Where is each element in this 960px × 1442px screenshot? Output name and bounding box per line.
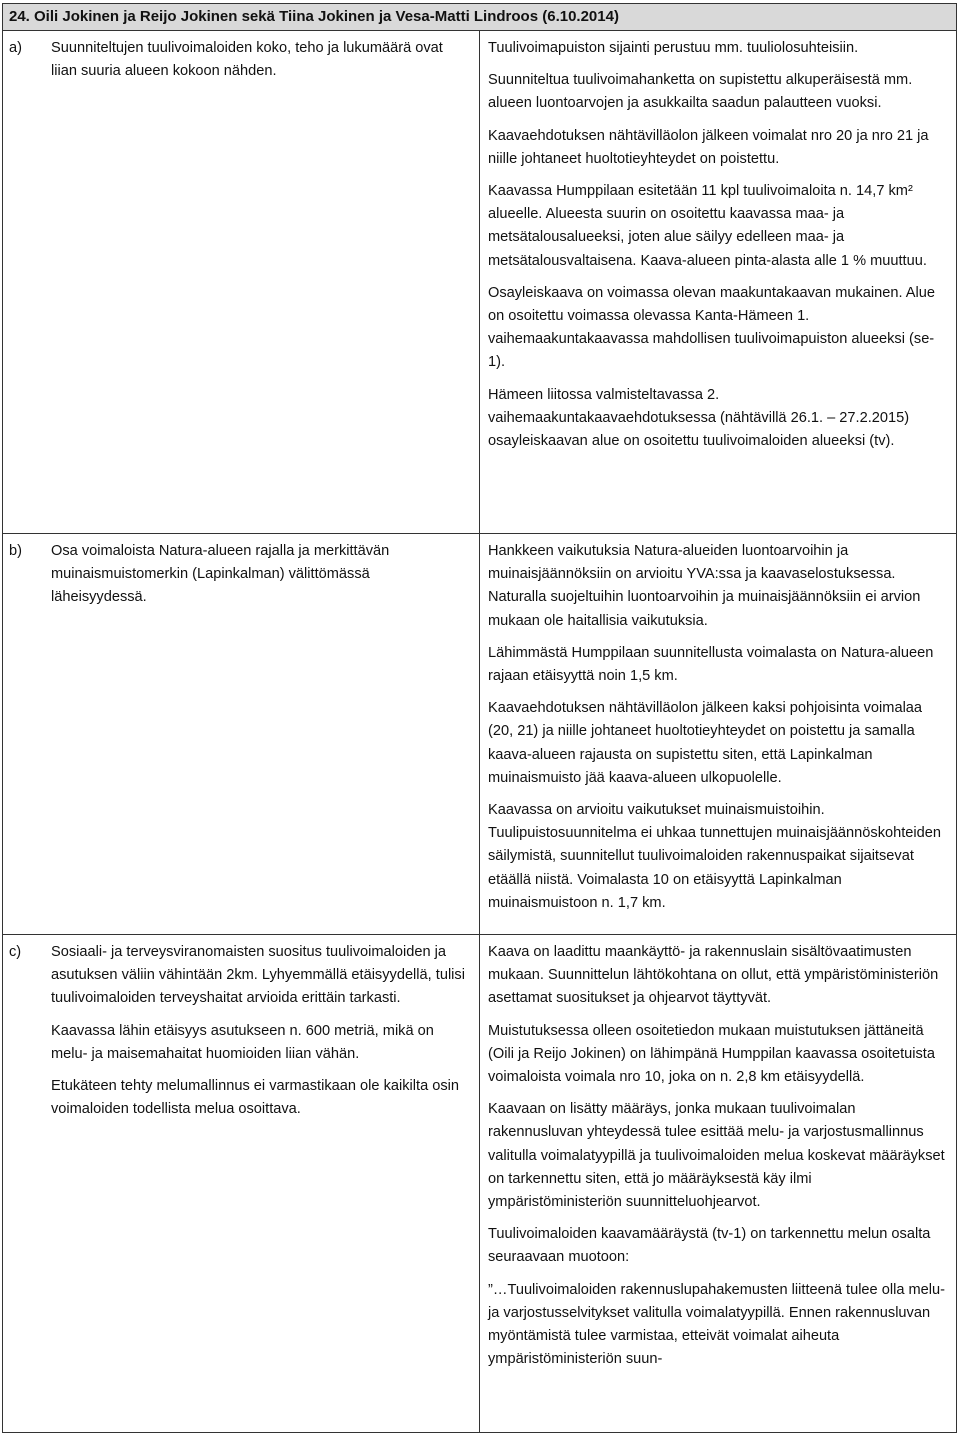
objection-text: Etukäteen tehty melumallinnus ei varmastikaan ole kaikilta osin voimaloiden todellista melua osoittava. bbox=[51, 1078, 460, 1118]
objection-cell bbox=[3, 534, 480, 935]
table-row bbox=[3, 31, 957, 534]
response-paragraph: Lähimmästä Humppilaan suunnitellusta voimalasta on Natura-alueen rajaan etäisyyttä noin 1,5 km. bbox=[488, 644, 934, 685]
objection-text: Osa voimaloista Natura-alueen rajalla ja merkittävän muinaismuistomerkin (Lapinkalman) välittömässä läheisyydessä. bbox=[51, 543, 390, 606]
response-paragraph: Hämeen liitossa valmisteltavassa 2. vaihemaakuntakaavaehdotuksessa (nähtävillä 26.1. – 27.2.2015) osayleiskaavan alue on osoitettu tuulivoimaloiden alueeksi (tv). bbox=[488, 386, 910, 450]
response-paragraph: Kaavassa Humppilaan esitetään 11 kpl tuulivoimaloita n. 14,7 km² alueelle. Alueesta suurin on osoitettu kaavassa maa- ja metsätalousalueeksi, joten alue säilyy edelleen maa- ja metsätalousvaltaisena. Kaava-alueen pinta-alasta alle 1 % muuttuu. bbox=[488, 183, 927, 269]
response-paragraph: Kaavaehdotuksen nähtävilläolon jälkeen voimalat nro 20 ja nro 21 ja niille johtaneet huoltotieyhteydet on poistettu. bbox=[488, 127, 929, 167]
response-cell bbox=[480, 534, 957, 935]
table-row bbox=[3, 935, 957, 1433]
item-label: b) bbox=[9, 543, 22, 559]
response-table bbox=[2, 3, 957, 1433]
response-paragraph: Hankkeen vaikutuksia Natura-alueiden luontoarvoihin ja muinaisjäännöksiin on arvioitu YVA:ssa ja kaavaselostuksessa. Naturalla suojeltuihin luontoarvoihin ja muinaisjäännöksiin ei arvion mukaan ole haitallisia vaikutuksia. bbox=[488, 543, 921, 629]
response-paragraph: Muistutuksessa olleen osoitetiedon mukaan muistutuksen jättäneitä (Oili ja Reijo Jokinen) on lähimpänä Humppilan kaavassa osoitetuista voimaloista voimala nro 10, joka on n. 2,8 km etäisyydellä. bbox=[488, 1022, 935, 1086]
response-paragraph: Tuulivoimaloiden kaavamääräystä (tv-1) on tarkennettu melun osalta seuraavaan muotoon: bbox=[488, 1226, 931, 1266]
item-label: a) bbox=[9, 40, 22, 56]
response-paragraph: Kaavaan on lisätty määräys, jonka mukaan tuulivoimalan rakennusluvan yhteydessä tulee esittää melu- ja varjostusmallinnus valitulla voimalatyypillä ja tuulivoimaloiden melua koskevat määräykset on tarkennettu siten, että jo määräyksestä käy ilmi ympäristöministeriön suunnitteluohjearvot. bbox=[488, 1101, 945, 1211]
response-paragraph: Kaavaehdotuksen nähtävilläolon jälkeen kaksi pohjoisinta voimalaa (20, 21) ja niille johtaneet huoltotieyhteydet on poistettu ja samalla kaava-alueen rajausta on supistettu siten, että Lapinkalman muinaismuisto jää kaava-alueen ulkopuolelle. bbox=[488, 700, 923, 786]
response-paragraph: Osayleiskaava on voimassa olevan maakuntakaavan mukainen. Alue on osoitettu voimassa olevassa Kanta-Hämeen 1. vaihemaakuntakaavassa mahdollisen tuulivoimapuiston alueeksi (se-1). bbox=[488, 284, 935, 371]
response-paragraph: Kaava on laadittu maankäyttö- ja rakennuslain sisältövaatimusten mukaan. Suunnittelun lähtökohtana on ollut, että ympäristöministeriön asettamat suositukset ja ohjearvot täyttyvät. bbox=[488, 944, 939, 1007]
response-paragraph: Tuulivoimapuiston sijainti perustuu mm. tuuliolosuhteisiin. bbox=[488, 40, 859, 56]
objection-cell bbox=[3, 935, 480, 1433]
response-cell bbox=[480, 31, 957, 534]
item-label: c) bbox=[9, 944, 22, 961]
table-row bbox=[3, 534, 957, 935]
objection-text: Suunniteltujen tuulivoimaloiden koko, teho ja lukumäärä ovat liian suuria alueen kokoon nähden. bbox=[51, 40, 443, 80]
section-heading: 24. Oili Jokinen ja Reijo Jokinen sekä Tiina Jokinen ja Vesa-Matti Lindroos (6.10.2014) bbox=[3, 4, 957, 31]
response-paragraph: Suunniteltua tuulivoimahanketta on supistettu alkuperäisestä mm. alueen luontoarvojen ja asukkailta saadun palautteen vuoksi. bbox=[488, 72, 913, 112]
response-cell bbox=[480, 935, 957, 1433]
document-page bbox=[2, 3, 957, 1440]
objection-text: Sosiaali- ja terveysviranomaisten suositus tuulivoimaloiden ja asutuksen väliin vähintään 2km. Lyhyemmällä etäisyydellä, tulisi tuulivoimaloiden terveyshaitat arvioida erittäin tarkasti. bbox=[51, 944, 465, 1007]
objection-cell bbox=[3, 31, 480, 534]
response-paragraph: ”…Tuulivoimaloiden rakennuslupahakemusten liitteenä tulee olla melu- ja varjostusselvitykset valitulla voimalatyypillä. Ennen rakennusluvan myöntämistä tulee varmistaa, etteivät voimalat aiheuta ympäristöministeriön suun- bbox=[488, 1281, 945, 1368]
objection-text: Kaavassa lähin etäisyys asutukseen n. 600 metriä, mikä on melu- ja maisemahaitat huomioiden liian vähän. bbox=[51, 1022, 434, 1062]
response-paragraph: Kaavassa on arvioitu vaikutukset muinaismuistoihin. Tuulipuistosuunnitelma ei uhkaa tunnettujen muinaisjäännöskohteiden säilymistä, suunnitellut tuulivoimaloiden rakennuspaikat sijaitsevat etäällä niistä. Voimalasta 10 on etäisyyttä Lapinkalman muinaismuistoon n. 1,7 km. bbox=[488, 802, 941, 911]
